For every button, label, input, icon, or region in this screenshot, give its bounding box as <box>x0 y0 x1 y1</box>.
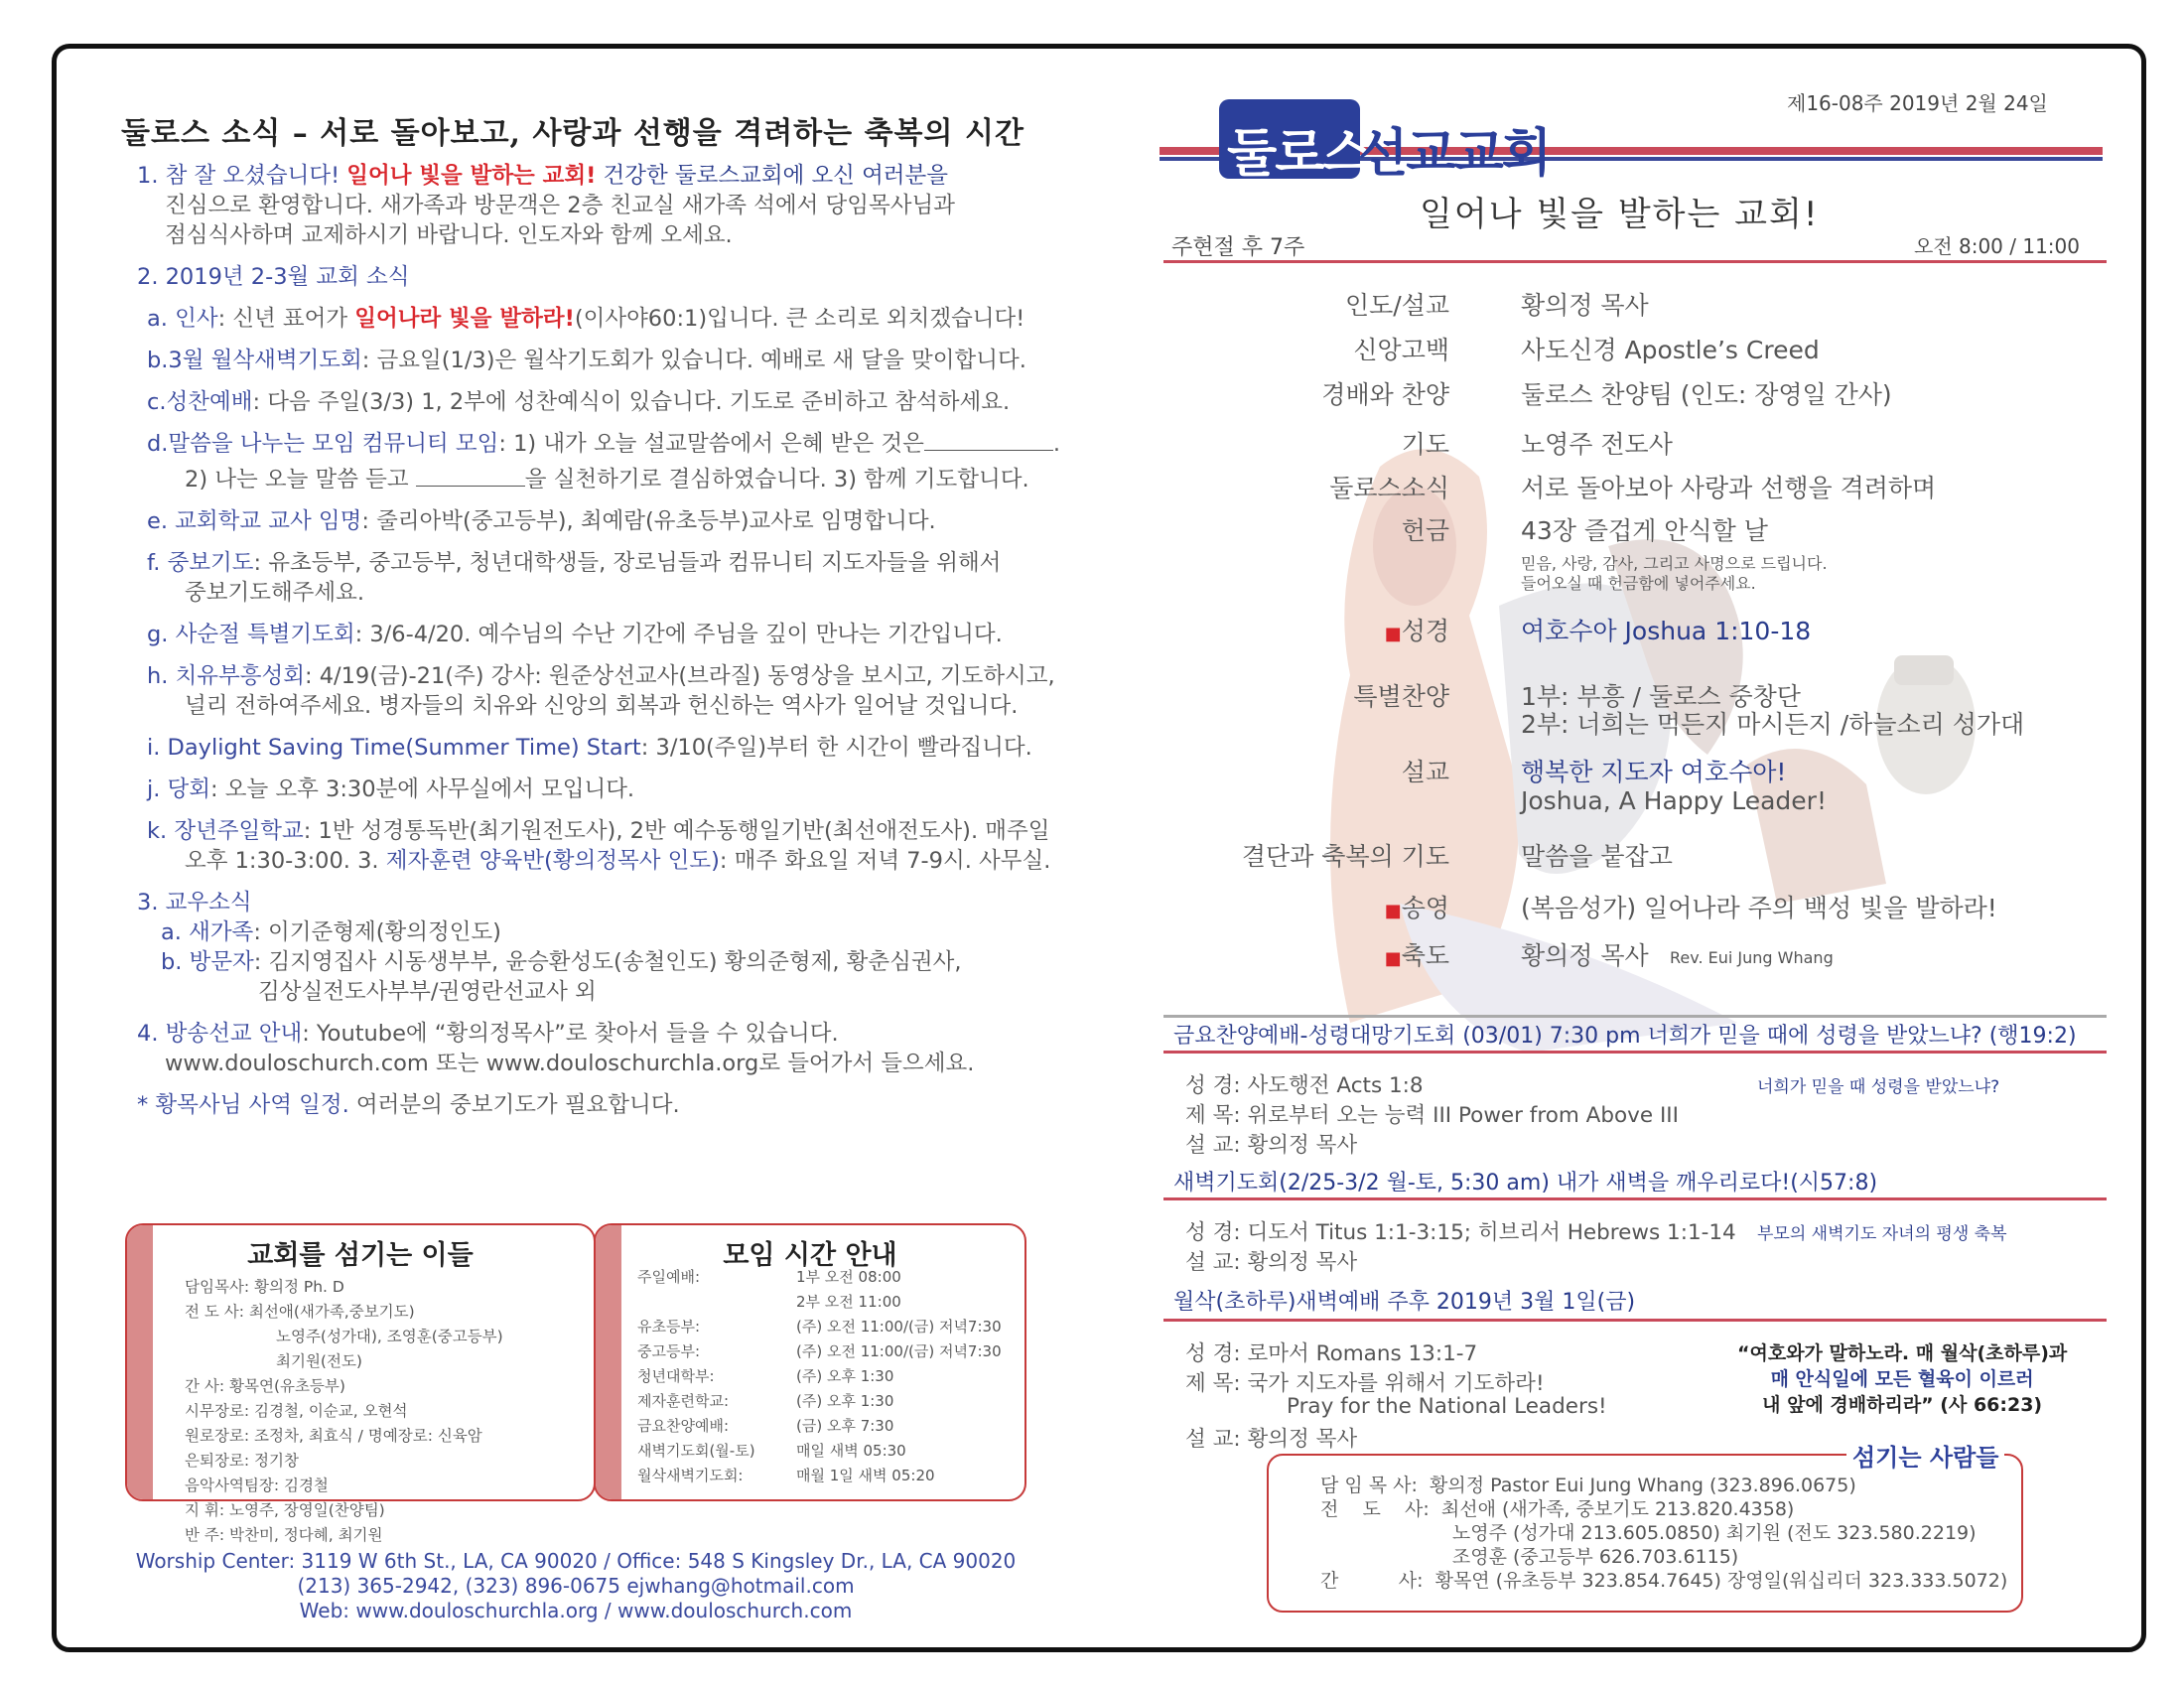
news-item-2h-line2: 널리 전하여주세요. 병자들의 치유와 신앙의 회복과 헌신하는 역사가 일어날 것입니다. <box>185 693 1019 719</box>
order-value: 행복한 지도자 여호수아! <box>1521 758 1787 786</box>
meeting-time-row: 청년대학부: (주) 오후 1:30 <box>637 1367 894 1385</box>
service-times: 오전 8:00 / 11:00 <box>1914 234 2080 258</box>
servant-row: 담임목사: 황의정 Ph. D <box>185 1278 344 1296</box>
news-item-2j: j. 당회: 오늘 오후 3:30분에 사무실에서 모입니다. <box>147 776 635 802</box>
meeting-times-box <box>594 1223 1026 1501</box>
serving-person-row: 전 도 사: 최선애 (새가족, 중보기도 213.820.4358) <box>1320 1498 1795 1520</box>
offering-note: 믿음, 사랑, 감사, 그리고 사명으로 드립니다. 들어오실 때 헌금함에 넣어주세요. <box>1521 554 1828 593</box>
dawn-preacher: 설 교: 황의정 목사 <box>1185 1250 1358 1275</box>
order-value: 황의정 목사 <box>1521 941 1649 970</box>
news-title: 둘로스 소식 – 서로 돌아보고, 사랑과 선행을 격려하는 축복의 시간 <box>121 116 1024 151</box>
friday-service-title: 금요찬양예배-성령대망기도회 (03/01) 7:30 pm 너희가 믿을 때에 성령을 받았느냐? (행19:2) <box>1173 1024 2077 1049</box>
order-label: ■송영 <box>1384 894 1449 922</box>
news-item-2a: a. 인사: 신년 표어가 일어나라 빛을 발하라!(이사야60:1)입니다. 큰 소리로 외치겠습니다! <box>147 306 1025 332</box>
order-label: 경배와 찬양 <box>1321 380 1449 409</box>
order-value: 노영주 전도사 <box>1521 430 1673 459</box>
friday-scripture: 성 경: 사도행전 Acts 1:8 <box>1185 1073 1424 1098</box>
bullet-square-icon: ■ <box>1384 624 1402 644</box>
order-label: 헌금 <box>1401 516 1449 545</box>
blank-line <box>416 468 525 487</box>
order-label: 기도 <box>1401 430 1449 459</box>
scripture-quote: “여호와가 말하노라. 매 월삭(초하루)과 매 안식일에 모든 혈육이 이르러 내 앞에 경배하리라” (사 66:23) <box>1737 1342 2068 1416</box>
monthly-topic-en: Pray for the National Leaders! <box>1287 1394 1607 1419</box>
news-item-2b: b.3월 월삭새벽기도회: 금요일(1/3)은 월삭기도회가 있습니다. 예배로 새 달을 맞이합니다. <box>147 348 1026 373</box>
order-value: 서로 돌아보아 사랑과 선행을 격려하며 <box>1521 474 1937 502</box>
servants-box-title: 교회를 섬기는 이들 <box>247 1240 474 1271</box>
news-item-1: 1. 참 잘 오셨습니다! 일어나 빛을 발하는 교회! 건강한 둘로스교회에 오신 여러분을 <box>137 163 949 189</box>
order-value: 말씀을 붙잡고 <box>1521 842 1673 871</box>
box-band <box>596 1225 621 1499</box>
meeting-time-row: 월삭새벽기도회: 매월 1일 새벽 05:20 <box>637 1467 935 1484</box>
bullet-square-icon: ■ <box>1384 901 1402 921</box>
meeting-time-row: 유초등부: (주) 오전 11:00/(금) 저녁7:30 <box>637 1318 1002 1336</box>
bullet-square-icon: ■ <box>1384 948 1402 969</box>
order-label: ■성경 <box>1384 617 1449 645</box>
news-item-2d-line2: 2) 나는 오늘 말씀 듣고 을 실천하기로 결심하였습니다. 3) 함께 기도합니다. <box>185 467 1029 492</box>
blank-line <box>924 432 1053 451</box>
divider <box>1163 1319 2107 1322</box>
order-label: 인도/설교 <box>1344 291 1449 320</box>
serving-people-list <box>1320 1474 2007 1593</box>
serving-person-row: 조영훈 (중고등부 626.703.6115) <box>1320 1546 1739 1568</box>
servant-row: 최기원(전도) <box>276 1352 362 1370</box>
servant-row: 지 휘: 노영주, 장영일(찬양팀) <box>185 1501 385 1519</box>
serving-person-row: 노영주 (성가대 213.605.0850) 최기원 (전도 323.580.2219) <box>1320 1522 1977 1544</box>
logo-text-2: 선교교회 <box>1358 124 1550 184</box>
order-label: 설교 <box>1401 758 1449 786</box>
news-item-3: 3. 교우소식 <box>137 890 252 915</box>
sermon-title-en: Joshua, A Happy Leader! <box>1521 786 1827 815</box>
order-value: 사도신경 Apostle’s Creed <box>1521 336 1820 364</box>
servant-row: 노영주(성가대), 조영훈(중고등부) <box>276 1328 503 1345</box>
liturgical-week: 주현절 후 7주 <box>1171 235 1305 260</box>
news-item-3b-line2: 김상실전도사부부/권영란선교사 외 <box>258 979 597 1005</box>
news-item-4-line2: www.douloschurch.com 또는 www.douloschurchla.org로 들어가서 들으세요. <box>165 1051 975 1076</box>
meeting-time-row: 제자훈련학교: (주) 오후 1:30 <box>637 1392 894 1410</box>
order-value: 여호수아 Joshua 1:10-18 <box>1521 617 1812 645</box>
servant-row: 시무장로: 김경철, 이순교, 오현석 <box>185 1402 408 1420</box>
church-address: Worship Center: 3119 W 6th St., LA, CA 90020 / Office: 548 S Kingsley Dr., LA, CA 90020 (213) 365-2942, (323) 896-0675 ejwhang@hotmail.com Web: www.douloschurchla.org / www.douloschurch.com <box>135 1549 1017 1622</box>
serving-person-row: 담 임 목 사: 황의정 Pastor Eui Jung Whang (323.896.0675) <box>1320 1475 1856 1496</box>
servant-row: 원로장로: 조정차, 최효식 / 명예장로: 신육암 <box>185 1427 482 1445</box>
meeting-time-row: 주일예배: 1부 오전 08:00 <box>637 1268 901 1286</box>
monthly-preacher: 설 교: 황의정 목사 <box>1185 1427 1358 1452</box>
servant-row: 은퇴장로: 정기창 <box>185 1452 299 1470</box>
friday-note: 너희가 믿을 때 성령을 받았느냐? <box>1757 1077 2000 1097</box>
issue-date: 제16-08주 2019년 2월 24일 <box>1787 91 2048 115</box>
news-item-2f-line2: 중보기도해주세요. <box>185 580 365 606</box>
order-label: 결단과 축복의 기도 <box>1241 842 1449 871</box>
news-item-2: 2. 2019년 2-3월 교회 소식 <box>137 264 410 290</box>
order-label: 특별찬양 <box>1353 682 1449 711</box>
servant-row: 음악사역팀장: 김경철 <box>185 1477 329 1494</box>
news-item-1-line2: 진심으로 환영합니다. 새가족과 방문객은 2층 친교실 새가족 석에서 당임목사님과 <box>165 193 955 218</box>
news-item-4: 4. 방송선교 안내: Youtube에 “황의정목사”로 찾아서 들을 수 있습니다. <box>137 1021 839 1047</box>
order-value: 1부: 부흥 / 둘로스 중창단 <box>1521 682 1801 711</box>
order-value: 둘로스 찬양팀 (인도: 장영일 간사) <box>1521 380 1892 409</box>
order-label: 둘로스소식 <box>1329 474 1449 502</box>
dawn-scripture: 성 경: 디도서 Titus 1:1-3:15; 히브리서 Hebrews 1:1-14 <box>1185 1220 1736 1245</box>
dawn-note: 부모의 새벽기도 자녀의 평생 축복 <box>1757 1224 2007 1244</box>
monthly-topic: 제 목: 국가 지도자를 위해서 기도하라! <box>1185 1371 1545 1396</box>
meeting-time-row: 금요찬양예배: (금) 오후 7:30 <box>637 1417 894 1435</box>
order-value: 43장 즐겁게 안식할 날 <box>1521 516 1768 545</box>
servants-box <box>125 1223 596 1544</box>
news-item-2h: h. 치유부흥성회: 4/19(금)-21(주) 강사: 원준상선교사(브라질) 동영상을 보시고, 기도하시고, <box>147 663 1055 689</box>
servant-row: 간 사: 황목연(유초등부) <box>185 1377 345 1395</box>
divider <box>1163 1015 2107 1018</box>
meeting-times-list <box>637 1265 1002 1488</box>
church-motto: 일어나 빛을 발하는 교회! <box>1420 195 1820 234</box>
servant-row: 전 도 사: 최선애(새가족,중보기도) <box>185 1303 415 1321</box>
order-value: (복음성가) 일어나라 주의 백성 빛을 발하라! <box>1521 894 1997 922</box>
friday-topic: 제 목: 위로부터 오는 능력 III Power from Above III <box>1185 1103 1679 1128</box>
meeting-time-row: 중고등부: (주) 오전 11:00/(금) 저녁7:30 <box>637 1342 1002 1360</box>
order-value: 황의정 목사 <box>1521 291 1649 320</box>
news-item-2d: d.말씀을 나누는 모임 컴뮤니티 모임: 1) 내가 오늘 설교말씀에서 은혜 받은 것은 . <box>147 431 1060 457</box>
news-item-2k-line2: 오후 1:30-3:00. 3. 제자훈련 양육반(황의정목사 인도): 매주 화요일 저녁 7-9시. 사무실. <box>185 848 1051 874</box>
monthly-scripture: 성 경: 로마서 Romans 13:1-7 <box>1185 1341 1478 1366</box>
news-item-2k: k. 장년주일학교: 1반 성경통독반(최기원전도사), 2반 예수동행일기반(최선애전도사). 매주일 <box>147 818 1050 844</box>
news-item-2g: g. 사순절 특별기도회: 3/6-4/20. 예수님의 수난 기간에 주님을 깊이 만나는 기간입니다. <box>147 622 1003 647</box>
serving-person-row: 간 사: 황목연 (유초등부 323.854.7645) 장영일(워십리더 323.333.5072) <box>1320 1570 2008 1592</box>
meeting-time-row: 2부 오전 11:00 <box>796 1293 901 1311</box>
news-item-2e: e. 교회학교 교사 임명: 줄리아박(중고등부), 최예람(유초등부)교사로 임명합니다. <box>147 508 936 534</box>
news-item-2i: i. Daylight Saving Time(Summer Time) Start: 3/10(주일)부터 한 시간이 빨라집니다. <box>147 735 1032 761</box>
logo-text: 둘로스 <box>1227 124 1371 184</box>
serving-people-title: 섬기는 사람들 <box>1846 1438 2004 1473</box>
friday-preacher: 설 교: 황의정 목사 <box>1185 1133 1358 1158</box>
servant-row: 반 주: 박찬미, 정다혜, 최기원 <box>185 1526 383 1544</box>
divider <box>1163 1197 2107 1200</box>
box-band <box>127 1225 153 1499</box>
news-item-1-line3: 점심식사하며 교제하시기 바랍니다. 인도자와 함께 오세요. <box>165 222 733 248</box>
divider <box>1163 1051 2107 1054</box>
benediction-en: Rev. Eui Jung Whang <box>1670 948 1834 967</box>
meeting-time-row: 새벽기도회(월-토) 매일 새벽 05:30 <box>637 1442 906 1460</box>
news-item-3b: b. 방문자: 김지영집사 시동생부부, 윤승환성도(송철인도) 황의준형제, 황춘심권사, <box>161 949 962 975</box>
monthly-service-title: 월삭(초하루)새벽예배 주후 2019년 3월 1일(금) <box>1173 1290 1636 1315</box>
meeting-times-title: 모임 시간 안내 <box>723 1240 897 1271</box>
news-item-2f: f. 중보기도: 유초등부, 중고등부, 청년대학생들, 장로님들과 컴뮤니티 지도자들을 위해서 <box>147 550 1002 576</box>
dawn-prayer-title: 새벽기도회(2/25-3/2 월-토, 5:30 am) 내가 새벽을 깨우리로다!(시57:8) <box>1173 1171 1878 1196</box>
news-item-star: * 황목사님 사역 일정. 여러분의 중보기도가 필요합니다. <box>137 1092 680 1118</box>
special-song-2: 2부: 너희는 먹든지 마시든지 /하늘소리 성가대 <box>1521 710 2025 739</box>
news-item-2c: c.성찬예배: 다음 주일(3/3) 1, 2부에 성찬예식이 있습니다. 기도로 준비하고 참석하세요. <box>147 389 1011 415</box>
order-label: 신앙고백 <box>1353 336 1449 364</box>
news-item-3a: a. 새가족: 이기준형제(황의정인도) <box>161 919 501 945</box>
divider <box>1163 260 2107 263</box>
servants-list <box>185 1275 503 1548</box>
news-column <box>109 116 1082 1120</box>
order-label: ■축도 <box>1384 941 1449 970</box>
